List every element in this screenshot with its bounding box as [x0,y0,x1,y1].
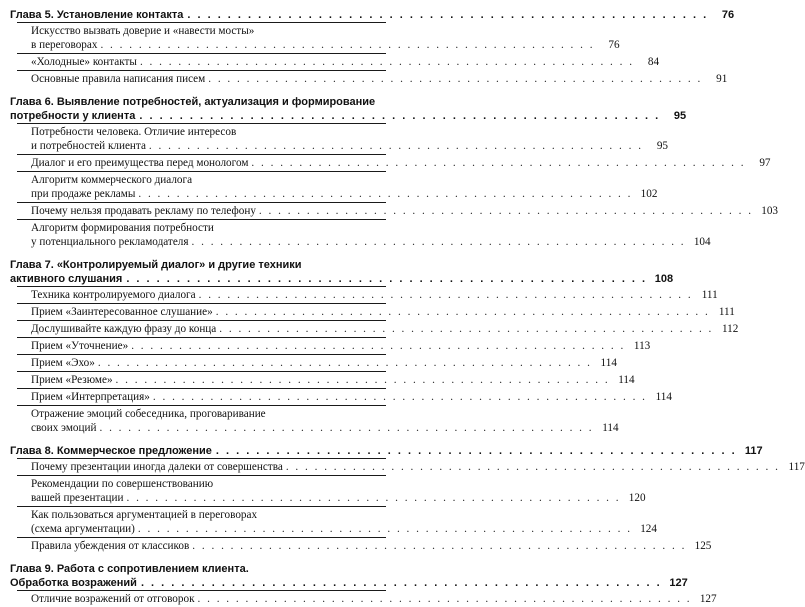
toc-entry[interactable] [17,475,646,506]
entry-title-text: у потенциального рекламодателя [31,236,189,248]
entry-title-text: Прием «Резюме» [31,374,113,386]
toc-entry[interactable] [17,303,735,320]
entry-line [31,38,620,52]
toc-entry[interactable] [17,590,717,607]
entry-page-number: 125 [694,540,712,552]
entry-line [31,539,712,553]
chapter-entries [17,123,778,250]
chapter-heading[interactable] [10,258,674,286]
chapter-heading-line [10,8,735,22]
toc-entry[interactable] [17,154,771,171]
toc-entry[interactable] [17,123,668,154]
entry-title-text: в переговорах [31,39,98,51]
chapter-entries [17,22,728,87]
entry-line [31,173,386,187]
toc-entry[interactable] [17,219,711,250]
entry-page-number: 76 [608,39,620,51]
entry-title-text: Прием «Эхо» [31,357,95,369]
dot-leader: . . . . . . . . . . . . . . . . . . . . . . . . . . . . . . . . . . . . . . . . . . . . . . . . . . . . [99,422,594,434]
dot-leader: . . . . . . . . . . . . . . . . . . . . . . . . . . . . . . . . . . . . . . . . . . . . . . . . . . . . [219,323,714,335]
toc-entry[interactable] [17,537,712,554]
dot-leader: . . . . . . . . . . . . . . . . . . . . . . . . . . . . . . . . . . . . . . . . . . . . . . . . . . . . [100,39,595,51]
entry-title-text: Почему презентации иногда далеки от совершенства [31,461,283,473]
toc-chapter [10,562,717,607]
entry-page-number: 114 [602,422,619,434]
chapter-heading-line [10,444,763,458]
entry-title-text: Основные правила написания писем [31,73,206,85]
entry-page-number: 84 [647,56,660,68]
chapter-heading-line [10,576,688,590]
dot-leader: . . . . . . . . . . . . . . . . . . . . . . . . . . . . . . . . . . . . . . . . . . . . . . . . . . . . [191,236,686,248]
entry-page-number: 111 [701,289,718,301]
toc-entry[interactable] [17,354,617,371]
dot-leader: . . . . . . . . . . . . . . . . . . . . . . . . . . . . . . . . . . . . . . . . . . . . . . . . . . . . [140,577,662,589]
entry-title-text: Диалог и его преимущества перед монологом [31,157,249,169]
entry-title-text: Искусство вызвать доверие и «навести мосты» [31,25,255,37]
entry-title-text: Алгоритм коммерческого диалога [31,174,193,186]
entry-line [31,356,617,370]
dot-leader: . . . . . . . . . . . . . . . . . . . . . . . . . . . . . . . . . . . . . . . . . . . . . . . . . . . . [152,391,647,403]
entry-title-text: при продаже рекламы [31,188,136,200]
chapter-title-text: Глава 5. Установление контакта [10,9,184,21]
dot-leader: . . . . . . . . . . . . . . . . . . . . . . . . . . . . . . . . . . . . . . . . . . . . . . . . . . . . [148,140,643,152]
entry-line [31,390,672,404]
toc-entry[interactable] [17,22,620,53]
chapter-entries [17,458,805,554]
entry-line [31,508,386,522]
entry-title-text: Отличие возражений от отговорок [31,593,195,605]
toc-entry[interactable] [17,405,619,436]
entry-line [31,204,778,218]
entry-line [31,72,728,86]
entry-title-text: Дослушивайте каждую фразу до конца [31,323,217,335]
entry-page-number: 114 [655,391,672,403]
toc-entry[interactable] [17,202,778,219]
chapter-heading[interactable] [10,95,687,123]
entry-line [31,139,668,153]
chapter-page-number: 108 [654,273,674,285]
toc-entry[interactable] [17,286,718,303]
entry-line [31,460,805,474]
entry-page-number: 112 [721,323,739,335]
entry-page-number: 102 [640,188,658,200]
toc-chapter [10,95,778,250]
entry-page-number: 103 [761,205,778,217]
dot-leader: . . . . . . . . . . . . . . . . . . . . . . . . . . . . . . . . . . . . . . . . . . . . . . . . . . . . [131,340,626,352]
entry-line [31,235,711,249]
entry-title-text: Прием «Уточнение» [31,340,129,352]
entry-line [31,339,651,353]
entry-title-text: и потребностей клиента [31,140,146,152]
toc-entry[interactable] [17,371,635,388]
entry-line [31,156,771,170]
entry-line [31,421,619,435]
toc-entry[interactable] [17,337,651,354]
toc-chapter [10,444,805,554]
entry-page-number: 113 [633,340,651,352]
entry-line [31,125,386,139]
toc-entry[interactable] [17,171,658,202]
chapter-page-number: 95 [673,110,687,122]
entry-line [31,322,739,336]
entry-page-number: 111 [718,306,735,318]
chapter-title-text: Глава 8. Коммерческое предложение [10,445,212,457]
entry-page-number: 114 [618,374,635,386]
toc-entry[interactable] [17,388,672,405]
toc-entry[interactable] [17,53,660,70]
chapter-title-text: потребности у клиента [10,110,136,122]
toc-chapter [10,8,735,87]
chapter-heading-line [10,95,386,109]
dot-leader: . . . . . . . . . . . . . . . . . . . . . . . . . . . . . . . . . . . . . . . . . . . . . . . . . . . . [115,374,610,386]
entry-line [31,407,386,421]
entry-title-text: (схема аргументации) [31,523,135,535]
chapter-entries [17,590,717,607]
entry-title-text: Техника контролируемого диалога [31,289,196,301]
dot-leader: . . . . . . . . . . . . . . . . . . . . . . . . . . . . . . . . . . . . . . . . . . . . . . . . . . . . [192,540,687,552]
toc-entry[interactable] [17,320,739,337]
chapter-title-text: Глава 6. Выявление потребностей, актуализация и формирование [10,96,376,108]
dot-leader: . . . . . . . . . . . . . . . . . . . . . . . . . . . . . . . . . . . . . . . . . . . . . . . . . . . . [187,9,709,21]
entry-line [31,55,660,69]
dot-leader: . . . . . . . . . . . . . . . . . . . . . . . . . . . . . . . . . . . . . . . . . . . . . . . . . . . . [139,110,661,122]
entry-page-number: 127 [699,593,717,605]
chapter-heading-line [10,258,386,272]
chapter-title-text: активного слушания [10,273,123,285]
entry-line [31,491,646,505]
dot-leader: . . . . . . . . . . . . . . . . . . . . . . . . . . . . . . . . . . . . . . . . . . . . . . . . . . . . [215,306,710,318]
dot-leader: . . . . . . . . . . . . . . . . . . . . . . . . . . . . . . . . . . . . . . . . . . . . . . . . . . . . [138,188,633,200]
entry-title-text: вашей презентации [31,492,124,504]
entry-title-text: Прием «Интерпретация» [31,391,150,403]
chapter-heading-line [10,109,687,123]
chapter-page-number: 127 [669,577,688,589]
entry-page-number: 124 [640,523,657,535]
entry-page-number: 117 [788,461,805,473]
entry-title-text: «Холодные» контакты [31,56,137,68]
entry-title-text: Рекомендации по совершенствованию [31,478,214,490]
entry-title-text: Алгоритм формирования потребности [31,222,214,234]
chapter-heading[interactable] [10,8,735,22]
entry-title-text: Как пользоваться аргументацией в переговорах [31,509,258,521]
dot-leader: . . . . . . . . . . . . . . . . . . . . . . . . . . . . . . . . . . . . . . . . . . . . . . . . . . . . [126,273,648,285]
entry-page-number: 120 [628,492,646,504]
dot-leader: . . . . . . . . . . . . . . . . . . . . . . . . . . . . . . . . . . . . . . . . . . . . . . . . . . . . [97,357,592,369]
dot-leader: . . . . . . . . . . . . . . . . . . . . . . . . . . . . . . . . . . . . . . . . . . . . . . . . . . . . [139,56,635,68]
entry-page-number: 91 [716,73,728,85]
dot-leader: . . . . . . . . . . . . . . . . . . . . . . . . . . . . . . . . . . . . . . . . . . . . . . . . . . . . [215,445,737,457]
chapter-page-number: 76 [721,9,735,21]
entry-line [31,24,386,38]
entry-page-number: 114 [600,357,617,369]
entry-line [31,221,386,235]
entry-title-text: Правила убеждения от классиков [31,540,190,552]
entry-line [31,288,718,302]
chapter-heading[interactable] [10,562,688,590]
toc-entry[interactable] [17,458,805,475]
entry-title-text: Почему нельзя продавать рекламу по телефону [31,205,256,217]
chapter-title-text: Обработка возражений [10,577,137,589]
dot-leader: . . . . . . . . . . . . . . . . . . . . . . . . . . . . . . . . . . . . . . . . . . . . . . . . . . . . [258,205,753,217]
dot-leader: . . . . . . . . . . . . . . . . . . . . . . . . . . . . . . . . . . . . . . . . . . . . . . . . . . . . [126,492,621,504]
toc-entry[interactable] [17,506,657,537]
entry-line [31,305,735,319]
entry-page-number: 104 [693,236,711,248]
dot-leader: . . . . . . . . . . . . . . . . . . . . . . . . . . . . . . . . . . . . . . . . . . . . . . . . . . . . [137,523,632,535]
chapter-heading-line [10,272,674,286]
dot-leader: . . . . . . . . . . . . . . . . . . . . . . . . . . . . . . . . . . . . . . . . . . . . . . . . . . . . [198,289,693,301]
chapter-page-number: 117 [744,445,763,457]
chapter-heading-line [10,562,386,576]
entry-line [31,187,658,201]
dot-leader: . . . . . . . . . . . . . . . . . . . . . . . . . . . . . . . . . . . . . . . . . . . . . . . . . . . . [208,73,703,85]
entry-line [31,477,386,491]
entry-line [31,592,717,606]
entry-page-number: 95 [656,140,668,152]
entry-title-text: Потребности человека. Отличие интересов [31,126,237,138]
toc-entry[interactable] [17,70,728,87]
dot-leader: . . . . . . . . . . . . . . . . . . . . . . . . . . . . . . . . . . . . . . . . . . . . . . . . . . . . [285,461,780,473]
dot-leader: . . . . . . . . . . . . . . . . . . . . . . . . . . . . . . . . . . . . . . . . . . . . . . . . . . . . [251,157,746,169]
chapter-heading[interactable] [10,444,763,458]
entry-title-text: Отражение эмоций собеседника, проговаривание [31,408,266,420]
toc-chapter [10,258,739,436]
dot-leader: . . . . . . . . . . . . . . . . . . . . . . . . . . . . . . . . . . . . . . . . . . . . . . . . . . . . [197,593,692,605]
entry-line [31,522,657,536]
chapter-entries [17,286,739,436]
entry-title-text: своих эмоций [31,422,97,434]
chapter-title-text: Глава 7. «Контролируемый диалог» и другие техники [10,259,302,271]
entry-page-number: 97 [759,157,771,169]
entry-title-text: Прием «Заинтересованное слушание» [31,306,213,318]
entry-line [31,373,635,387]
chapter-title-text: Глава 9. Работа с сопротивлением клиента. [10,563,249,575]
